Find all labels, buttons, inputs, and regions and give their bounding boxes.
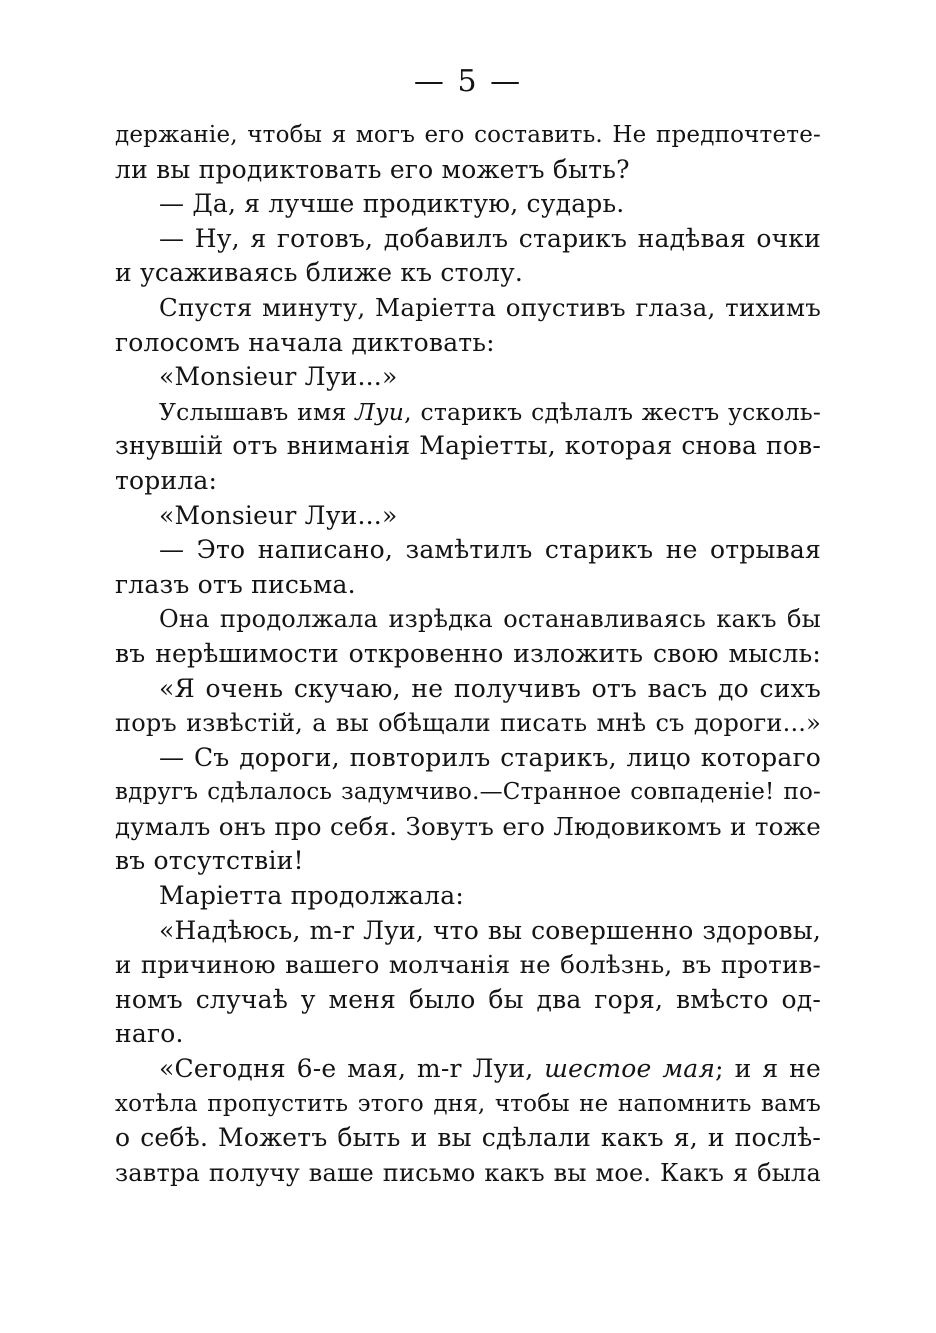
text-line: вдругъ сдѣлалось задумчиво.—Странное совпаденіе! по- [115,779,821,806]
italic-emphasis: шестое мая [544,1054,716,1084]
page-number: — 5 — [413,64,523,99]
text-span: Услышавъ имя [159,397,356,426]
text-line: Спустя минуту, Маріетта опустивъ глаза, тихимъ [159,292,821,322]
text-line [115,395,821,430]
text-line: — Это написано, замѣтилъ старикъ не отрывая [159,535,821,565]
text-line: держаніе, чтобы я могъ его составить. Не предпочтете- [115,122,821,148]
text-line: «Monsieur Луи...» [159,362,398,392]
text-span: , старикъ сдѣлалъ жестъ усколь- [404,397,821,426]
text-span: ; и я не [715,1054,821,1084]
text-span: «Сегодня 6-е мая, m-r Луи, [159,1054,545,1084]
italic-emphasis: Луи [355,397,405,426]
text-line: торила: [115,465,218,495]
text-line [115,1052,821,1087]
text-line: глазъ отъ письма. [115,569,356,599]
text-line: въ отсутствіи! [115,846,304,876]
text-line: и усаживаясь ближе къ столу. [115,258,524,288]
text-line: — Ну, я готовъ, добавилъ старикъ надѣвая очки [159,223,821,253]
page-text [115,118,821,1190]
text-line: Маріетта продолжала: [159,881,464,911]
text-line: «Надѣюсь, m-r Луи, что вы совершенно здоровы, [159,915,821,945]
text-line: поръ извѣстій, а вы обѣщали писать мнѣ съ дороги...» [115,709,821,738]
text-line: о себѣ. Можетъ быть и вы сдѣлали какъ я, и послѣ- [115,1123,821,1153]
text-line: — Да, я лучше продиктую, сударь. [159,189,625,219]
text-line: «Monsieur Луи...» [159,500,398,530]
text-line: — Съ дороги, повторилъ старикъ, лицо котораго [159,742,821,772]
text-line: знувшій отъ вниманія Маріетты, которая снова пов- [115,431,821,461]
text-line: номъ случаѣ у меня было бы два горя, вмѣсто од- [115,984,821,1014]
text-line: наго. [115,1019,184,1049]
text-line: завтра получу ваше письмо какъ вы мое. Какъ я была [115,1158,821,1187]
text-line: въ нерѣшимости откровенно изложить свою мысль: [115,638,821,668]
text-line: думалъ онъ про себя. Зовутъ его Людовикомъ и тоже [115,811,821,841]
text-line: хотѣла пропустить этого дня, чтобы не напомнить вамъ [115,1090,821,1117]
text-line: ли вы продиктовать его можетъ быть? [115,154,630,184]
text-line: голосомъ начала диктовать: [115,327,495,357]
text-line: «Я очень скучаю, не получивъ отъ васъ до сихъ [159,673,821,703]
text-line: Она продолжала изрѣдка останавливаясь какъ бы [159,605,821,634]
text-line: и причиною вашего молчанія не болѣзнь, въ против- [115,950,821,980]
